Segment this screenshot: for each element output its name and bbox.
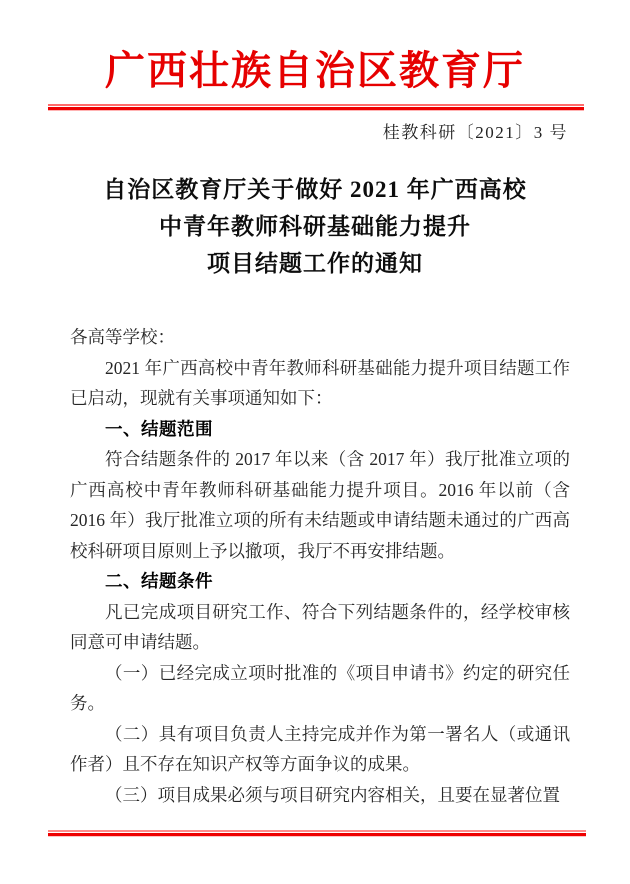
letterhead-org-name: 广西壮族自治区教育厅	[105, 48, 525, 93]
section-1-heading: 一、结题范围	[105, 418, 213, 439]
footer-double-rule	[48, 830, 586, 837]
notice-body	[70, 322, 570, 810]
condition-item-3: （三）项目成果必须与项目研究内容相关，且要在显著位置	[105, 784, 560, 805]
letterhead-rule-thin	[48, 104, 584, 106]
notice-title-line-1: 自治区教育厅关于做好 2021 年广西高校	[103, 177, 527, 202]
footer-rule-thick	[48, 833, 586, 837]
section-2-intro: 凡已完成项目研究工作、符合下列结题条件的，经学校审核同意可申请结题。	[70, 601, 570, 652]
letterhead-rule-thick	[48, 107, 584, 111]
salutation: 各高等学校：	[70, 327, 175, 347]
notice-title-line-2: 中青年教师科研基础能力提升	[159, 214, 471, 239]
document-reference-number: 桂教科研〔2021〕3 号	[382, 123, 568, 142]
letterhead-double-rule	[48, 104, 584, 111]
notice-title-line-3: 项目结题工作的通知	[207, 251, 423, 276]
section-1-paragraph: 符合结题条件的 2017 年以来（含 2017 年）我厅批准立项的广西高校中青年教师科研基础能力提升项目。2016 年以前（含 2016 年）我厅批准立项的所有未结题或申请结题未通过的广西高校科研项目原则上予以撤项，我厅不再安排结题。	[70, 449, 570, 561]
intro-paragraph: 2021 年广西高校中青年教师科研基础能力提升项目结题工作已启动，现就有关事项通知如下：	[70, 357, 570, 408]
notice-title	[0, 171, 630, 282]
footer-rule-thin	[48, 830, 586, 832]
condition-item-1: （一）已经完成立项时批准的《项目申请书》约定的研究任务。	[70, 662, 570, 713]
section-2-heading: 二、结题条件	[105, 571, 213, 591]
condition-item-2: （二）具有项目负责人主持完成并作为第一署名人（或通讯作者）且不存在知识产权等方面争议的成果。	[70, 723, 570, 774]
